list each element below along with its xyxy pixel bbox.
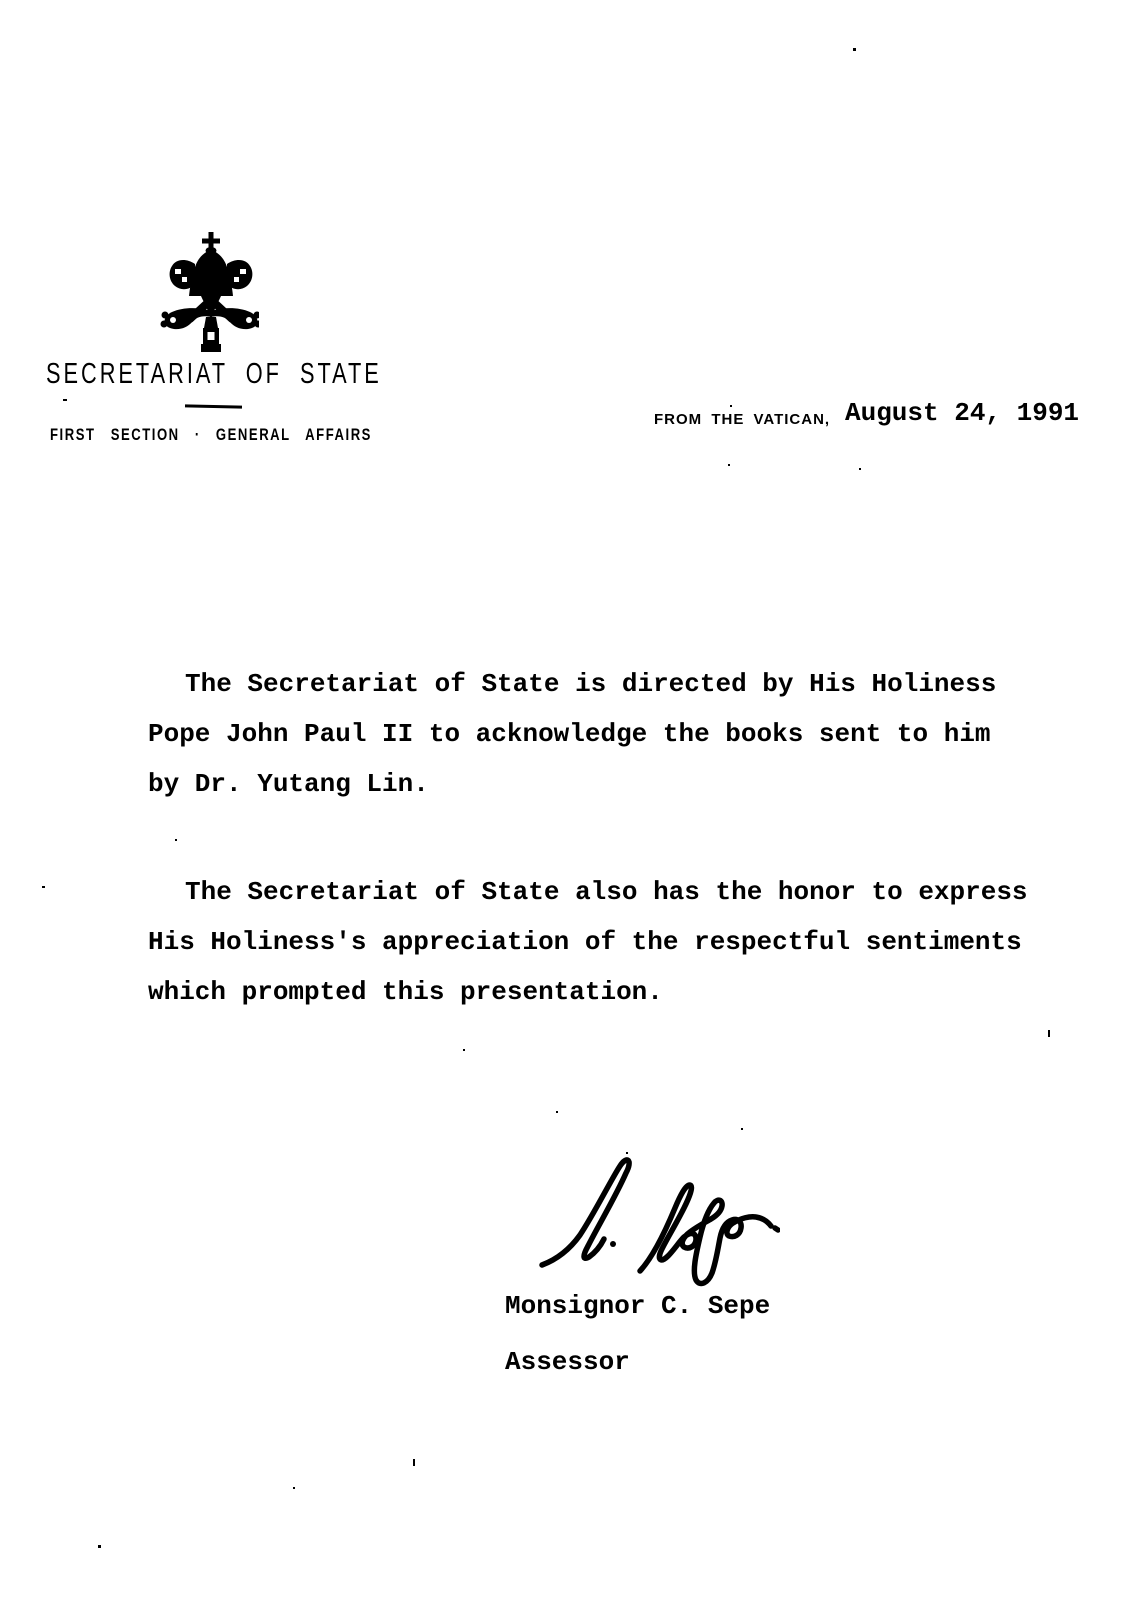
handwritten-signature-image <box>500 1140 780 1300</box>
scan-speck <box>741 1128 743 1130</box>
scan-speck <box>730 405 732 407</box>
scan-speck <box>1048 1030 1050 1037</box>
scan-speck <box>42 886 45 888</box>
scan-speck <box>626 1152 628 1154</box>
body-paragraph-2 <box>148 867 1088 1017</box>
paragraph-line: The Secretariat of State also has the honor to express <box>185 877 1028 907</box>
paragraph-line: which prompted this presentation. <box>148 977 663 1007</box>
paragraph-line: The Secretariat of State is directed by His Holiness <box>185 669 997 699</box>
scan-speck <box>853 48 856 51</box>
scan-speck <box>556 1111 558 1113</box>
paragraph-line: by Dr. Yutang Lin. <box>148 769 429 799</box>
signatory-title: Assessor <box>505 1347 630 1377</box>
letterhead-rule <box>185 404 242 408</box>
typed-date: August 24, 1991 <box>845 398 1080 428</box>
scan-speck <box>463 1049 465 1051</box>
letterhead-title: SECRETARIAT OF STATE <box>46 358 382 390</box>
scan-speck <box>98 1545 101 1548</box>
paragraph-line: Pope John Paul II to acknowledge the books sent to him <box>148 719 991 749</box>
paragraph-line: His Holiness's appreciation of the respectful sentiments <box>148 927 1022 957</box>
vatican-crest-icon <box>159 231 259 353</box>
scan-speck <box>859 468 861 470</box>
from-the-vatican-label: FROM THE VATICAN, <box>654 411 831 428</box>
scan-speck <box>413 1459 415 1466</box>
letterhead-section-line: FIRST SECTION · GENERAL AFFAIRS <box>50 425 372 444</box>
body-paragraph-1 <box>148 659 1088 809</box>
signatory-name: Monsignor C. Sepe <box>505 1291 771 1321</box>
scan-speck <box>728 464 730 466</box>
scan-speck <box>293 1487 295 1489</box>
scan-speck <box>63 399 67 401</box>
scan-speck <box>175 839 177 841</box>
